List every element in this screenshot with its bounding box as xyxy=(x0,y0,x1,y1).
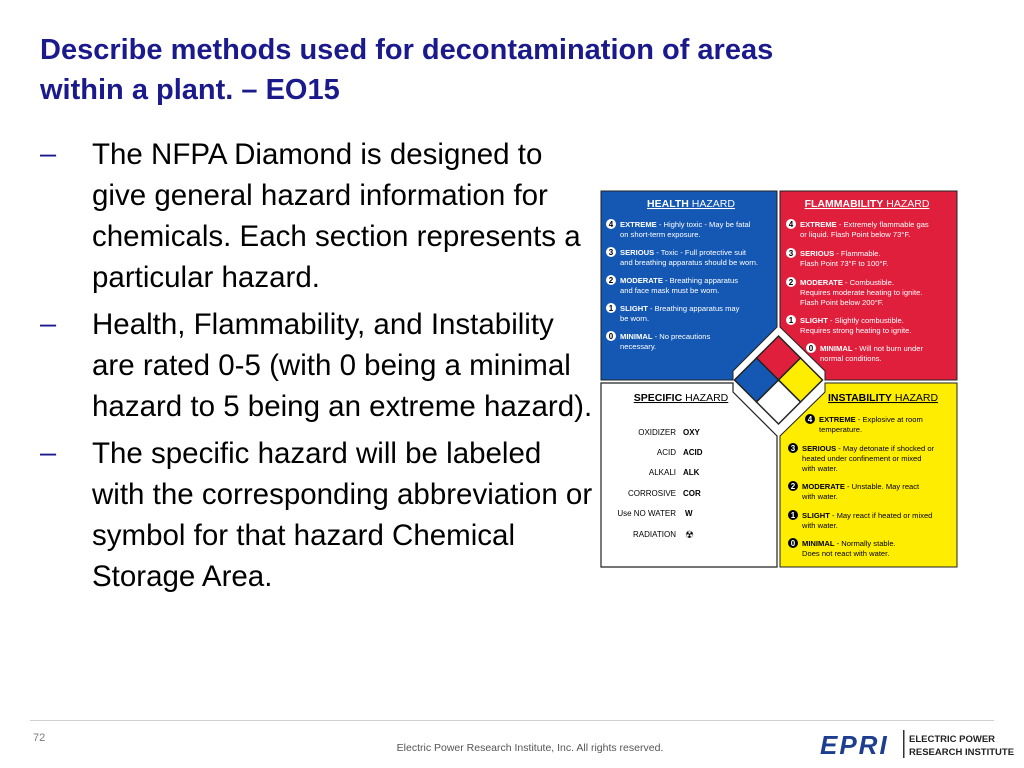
specific-title: SPECIFIC HAZARD xyxy=(633,392,729,404)
svg-text:EXTREME - Extremely flammable: EXTREME - Extremely flammable gas xyxy=(800,220,929,229)
svg-text:2: 2 xyxy=(790,482,796,491)
svg-text:2: 2 xyxy=(608,276,614,285)
title-line-2: within a plant. – EO15 xyxy=(40,74,340,106)
svg-text:with water.: with water. xyxy=(802,521,838,530)
specific-row-name: ACID xyxy=(656,448,676,457)
svg-text:EXTREME - Highly toxic - May b: EXTREME - Highly toxic - May be fatal xyxy=(620,220,751,229)
instability-title: INSTABILITY HAZARD xyxy=(827,392,939,404)
svg-text:2: 2 xyxy=(788,278,794,287)
page-number: 72 xyxy=(33,732,46,744)
bullet-text: The specific hazard will be labeled with the corresponding abbreviation or symbol for that hazard Chemical Storage Area. xyxy=(92,437,593,593)
title-line-1: Describe methods used for decontamination of areas xyxy=(40,34,774,66)
svg-text:SLIGHT - Breathing apparatus m: SLIGHT - Breathing apparatus may xyxy=(620,304,740,313)
logo-line-2: RESEARCH INSTITUTE xyxy=(909,747,1015,758)
svg-text:Requires moderate heating to i: Requires moderate heating to ignite. xyxy=(800,288,923,297)
specific-row-abbr: ACID xyxy=(683,448,703,457)
specific-row-abbr: COR xyxy=(683,489,701,498)
svg-text:on short-term exposure.: on short-term exposure. xyxy=(620,230,701,239)
bullet-dash: – xyxy=(40,308,57,340)
bullet-text: The NFPA Diamond is designed to give general hazard information for chemicals. Each section represents a particular hazard. xyxy=(92,138,581,294)
svg-text:EXTREME - Explosive at room: EXTREME - Explosive at room xyxy=(819,415,923,424)
svg-text:heated under confinement or mi: heated under confinement or mixed xyxy=(802,454,922,463)
logo-line-1: ELECTRIC POWER xyxy=(909,734,996,745)
svg-text:3: 3 xyxy=(608,248,614,257)
svg-text:1: 1 xyxy=(788,316,794,325)
bullet-dash: – xyxy=(40,138,57,170)
flammability-title: FLAMMABILITY HAZARD xyxy=(804,198,930,210)
health-title: HEALTH HAZARD xyxy=(647,198,735,210)
svg-text:0: 0 xyxy=(608,332,614,341)
svg-text:Flash Point below 200°F.: Flash Point below 200°F. xyxy=(800,298,884,307)
svg-text:3: 3 xyxy=(790,444,796,453)
specific-row-name: ALKALI xyxy=(648,468,676,477)
bullet-item xyxy=(40,433,600,597)
svg-text:SERIOUS - May detonate if shoc: SERIOUS - May detonate if shocked or xyxy=(802,444,935,453)
svg-text:SLIGHT - Slightly combustible.: SLIGHT - Slightly combustible. xyxy=(800,316,904,325)
bullet-text: Health, Flammability, and Instability are rated 0-5 (with 0 being a minimal hazard to 5 being an extreme hazard). xyxy=(92,308,593,423)
svg-text:or liquid. Flash Point below: or liquid. Flash Point below 73°F. xyxy=(800,230,911,239)
bullet-dash: – xyxy=(40,437,57,469)
specific-row-name: Use NO WATER xyxy=(617,509,676,518)
specific-row-abbr: W xyxy=(685,509,693,518)
svg-text:MODERATE - Combustible.: MODERATE - Combustible. xyxy=(800,278,894,287)
svg-text:SLIGHT - May react if heated o: SLIGHT - May react if heated or mixed xyxy=(802,511,933,520)
svg-text:4: 4 xyxy=(807,415,813,424)
specific-row-name: OXIDIZER xyxy=(638,428,676,437)
svg-text:temperature.: temperature. xyxy=(819,425,863,434)
footer-divider xyxy=(30,720,994,721)
svg-text:and face mask must be worn.: and face mask must be worn. xyxy=(620,286,720,295)
svg-text:normal conditions.: normal conditions. xyxy=(820,354,882,363)
radiation-icon: ☢ xyxy=(685,530,694,541)
svg-text:MODERATE - Unstable. May reac: MODERATE - Unstable. May react xyxy=(802,482,920,491)
svg-text:Requires strong heating to ign: Requires strong heating to ignite. xyxy=(800,326,912,335)
specific-row-name: CORROSIVE xyxy=(627,489,676,498)
svg-text:MINIMAL - No precautions: MINIMAL - No precautions xyxy=(620,332,711,341)
svg-text:with water.: with water. xyxy=(802,464,838,473)
svg-text:SERIOUS - Flammable.: SERIOUS - Flammable. xyxy=(800,249,881,258)
bullet-item xyxy=(40,304,600,427)
svg-text:1: 1 xyxy=(790,511,796,520)
svg-text:MODERATE - Breathing apparatus: MODERATE - Breathing apparatus xyxy=(620,276,739,285)
svg-text:Flash Point 73°F to 100°F.: Flash Point 73°F to 100°F. xyxy=(800,259,889,268)
svg-text:MINIMAL - Will not burn under: MINIMAL - Will not burn under xyxy=(820,344,923,353)
logo-separator xyxy=(903,730,905,758)
svg-text:be worn.: be worn. xyxy=(620,314,650,323)
epri-logo xyxy=(820,728,1015,760)
slide-title xyxy=(40,30,940,110)
bullet-item xyxy=(40,134,600,298)
epri-logo-mark: EPRI xyxy=(820,730,889,760)
svg-text:and breathing apparatus should: and breathing apparatus should be worn. xyxy=(620,258,759,267)
svg-text:0: 0 xyxy=(790,539,796,548)
svg-text:4: 4 xyxy=(788,220,794,229)
bullet-list xyxy=(40,134,600,603)
svg-text:Does not react with water.: Does not react with water. xyxy=(802,549,890,558)
svg-text:1: 1 xyxy=(608,304,614,313)
nfpa-hazard-chart xyxy=(599,186,959,569)
svg-text:MINIMAL - Normally stable.: MINIMAL - Normally stable. xyxy=(802,539,896,548)
specific-row-abbr: OXY xyxy=(683,428,700,437)
specific-row-abbr: ALK xyxy=(683,468,700,477)
svg-text:0: 0 xyxy=(808,344,814,353)
copyright-text: Electric Power Research Institute, Inc. All rights reserved. xyxy=(396,742,664,754)
svg-text:necessary.: necessary. xyxy=(620,342,657,351)
svg-text:4: 4 xyxy=(608,220,614,229)
svg-text:3: 3 xyxy=(788,249,794,258)
svg-text:SERIOUS - Toxic - Full protect: SERIOUS - Toxic - Full protective suit xyxy=(620,248,747,257)
specific-row-name: RADIATION xyxy=(633,530,676,539)
svg-text:with water.: with water. xyxy=(802,492,838,501)
